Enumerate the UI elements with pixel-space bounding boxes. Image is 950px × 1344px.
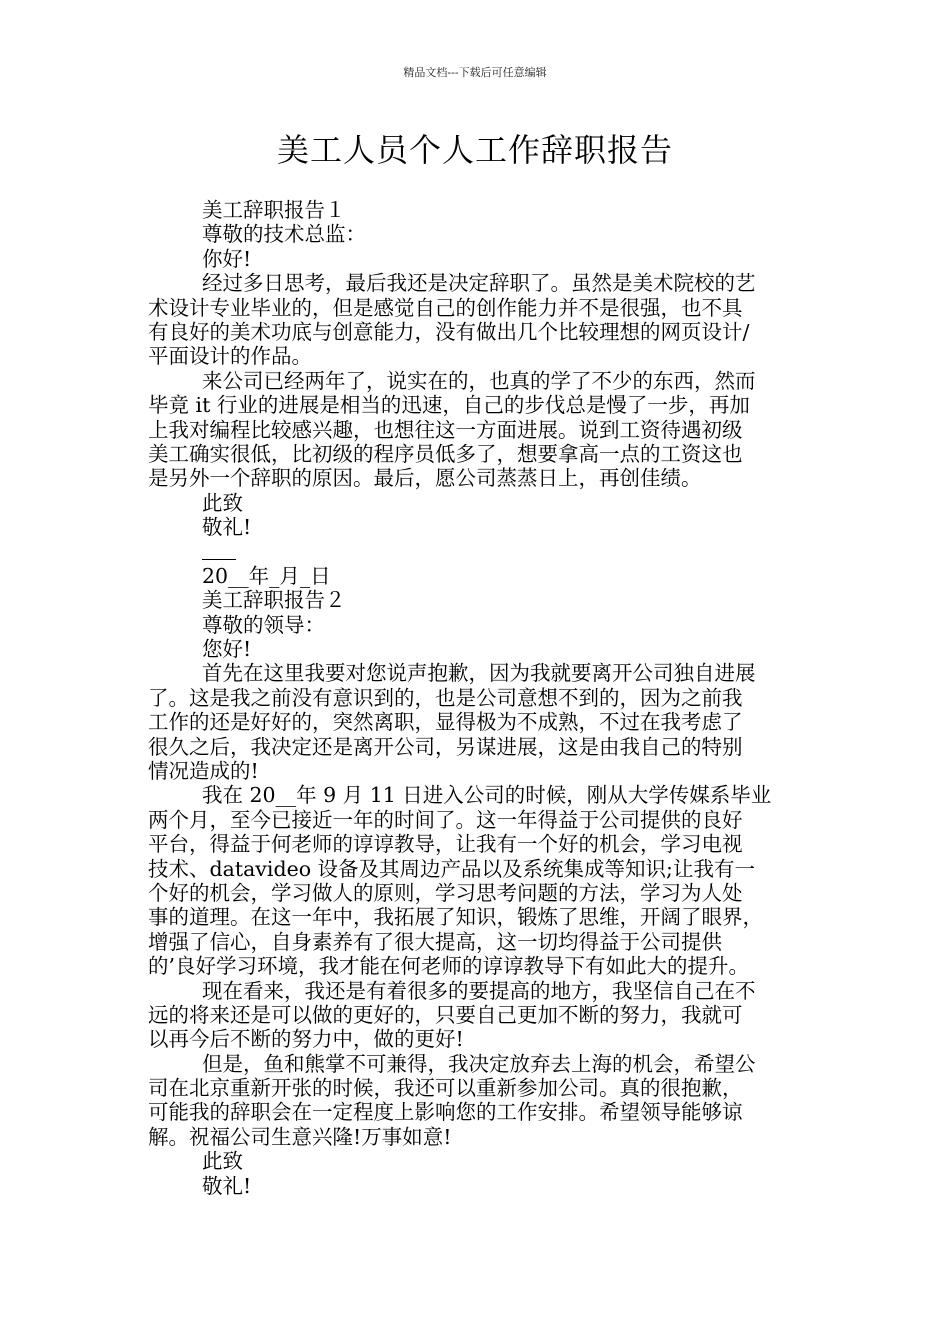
text-line: 是另外一个辞职的原因。最后，愿公司蒸蒸日上，再创佳绩。 — [148, 466, 702, 491]
text-line: 司在北京重新开张的时候，我还可以重新参加公司。真的很抱歉， — [148, 1076, 743, 1101]
header-note: 精品文档---下载后可任意编辑 — [403, 66, 547, 79]
text-line: 毕竟 it 行业的进展是相当的迅速，自己的步伐总是慢了一步，再加 — [148, 393, 750, 418]
text-line: 有良好的美术功底与创意能力，没有做出几个比较理想的网页设计/ — [148, 319, 750, 344]
text-line: 敬礼! — [202, 515, 252, 540]
text-line: 美工辞职报告２ — [202, 588, 346, 613]
text-line: 您好! — [202, 637, 252, 662]
text-line: 可能我的辞职会在一定程度上影响您的工作安排。希望领导能够谅 — [148, 1100, 743, 1125]
text-line: 工作的还是好好的，突然离职，显得极为不成熟，不过在我考虑了 — [148, 710, 743, 735]
text-line: 解。祝福公司生意兴隆!万事如意! — [148, 1124, 452, 1149]
text-line: 尊敬的技术总监： — [202, 222, 366, 247]
text-line: 的’良好学习环境，我才能在何老师的谆谆教导下有如此大的提升。 — [148, 954, 750, 979]
text-line: 很久之后，我决定还是离开公司，另谋进展，这是由我自己的特别 — [148, 734, 743, 759]
text-line: 事的道理。在这一年中，我拓展了知识，锻炼了思维，开阔了眼界， — [148, 905, 763, 930]
text-line: 尊敬的领导： — [202, 612, 325, 637]
text-line: 个好的机会，学习做人的原则，学习思考问题的方法，学习为人处 — [148, 880, 743, 905]
text-line: 经过多日思考，最后我还是决定辞职了。虽然是美术院校的艺 — [202, 271, 756, 296]
text-line: 平台，得益于何老师的谆谆教导，让我有一个好的机会，学习电视 — [148, 832, 743, 857]
text-line: 我在 20__年 9 月 11 日进入公司的时候，刚从大学传媒系毕业 — [202, 783, 772, 808]
text-line: 你好! — [202, 246, 252, 271]
text-line: 技术、datavideo 设备及其周边产品以及系统集成等知识;让我有一 — [148, 856, 755, 881]
text-line: 远的将来还是可以做的更好的，只要自己更加不断的努力，我就可 — [148, 1002, 743, 1027]
text-line: 现在看来，我还是有着很多的要提高的地方，我坚信自己在不 — [202, 978, 756, 1003]
text-line: 术设计专业毕业的，但是感觉自己的创作能力并不是很强，也不具 — [148, 295, 743, 320]
text-line: 以再今后不断的努力中，做的更好! — [148, 1027, 464, 1052]
text-line: 两个月，至今已接近一年的时间了。这一年得益于公司提供的良好 — [148, 807, 743, 832]
text-line: 情况造成的! — [148, 758, 259, 783]
text-line: 敬礼! — [202, 1173, 252, 1198]
text-line: 美工辞职报告１ — [202, 198, 346, 222]
document-title: 美工人员个人工作辞职报告 — [276, 131, 673, 169]
text-line: 平面设计的作品。 — [148, 344, 312, 369]
text-line: 但是，鱼和熊掌不可兼得，我决定放弃去上海的机会，希望公 — [202, 1051, 756, 1076]
signature-line — [148, 539, 814, 563]
text-line: 增强了信心，自身素养有了很大提高，这一切均得益于公司提供 — [148, 929, 722, 954]
text-line: 了。这是我之前没有意识到的，也是公司意想不到的，因为之前我 — [148, 685, 743, 710]
document-body — [148, 198, 814, 1198]
text-line: 此致 — [202, 1149, 243, 1174]
text-line: 美工确实很低，比初级的程序员低多了，想要拿高一点的工资这也 — [148, 441, 743, 466]
text-line: 20__年_月_日 — [202, 563, 331, 588]
text-line: 上我对编程比较感兴趣，也想往这一方面进展。说到工资待遇初级 — [148, 417, 743, 442]
text-line: 来公司已经两年了，说实在的，也真的学了不少的东西，然而 — [202, 368, 756, 393]
text-line: 此致 — [202, 490, 243, 515]
signature-underline — [202, 539, 236, 560]
text-line: 首先在这里我要对您说声抱歉，因为我就要离开公司独自进展 — [202, 661, 756, 686]
